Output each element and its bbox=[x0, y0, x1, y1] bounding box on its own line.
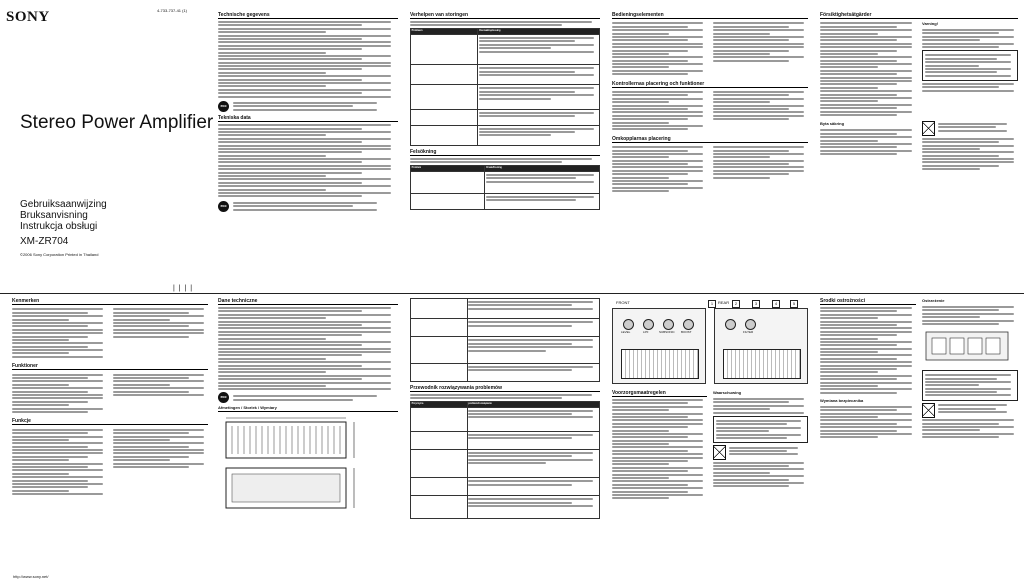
registration-bars: | | | | bbox=[173, 285, 194, 292]
precautions-pl-column bbox=[820, 298, 1018, 574]
section-heading-fuse-sv: Byta säkring bbox=[820, 121, 845, 127]
document-number: 4-733-737-41 (1) bbox=[157, 8, 188, 13]
filter-label: FILTER bbox=[743, 330, 754, 334]
section-heading-controls-sv: Kontrollernas placering och funktioner bbox=[612, 81, 808, 88]
section-heading-warning-nl: Waarschuwing bbox=[713, 390, 742, 395]
specs-text-sv bbox=[218, 124, 398, 197]
troubleshoot-table-sv bbox=[410, 165, 600, 211]
front-heatsink bbox=[621, 349, 699, 379]
language-list bbox=[20, 199, 107, 232]
section-heading-safety-sv: Försiktighetsåtgärder bbox=[820, 12, 1018, 19]
subsonic-knob bbox=[663, 319, 674, 330]
specs-text-nl bbox=[218, 21, 398, 98]
product-title: Stereo Power Amplifier bbox=[20, 112, 214, 133]
section-heading-fuse-pl: Wymiana bezpiecznika bbox=[820, 397, 864, 403]
table-header: Oorzaak/oplossing bbox=[478, 28, 600, 34]
language-pl: Instrukcja obsługi bbox=[20, 221, 98, 232]
diagram-column bbox=[612, 298, 808, 574]
features-column bbox=[12, 298, 208, 570]
callout-number: 1 bbox=[708, 300, 716, 308]
troubleshoot-pl-column bbox=[410, 298, 600, 574]
section-heading-controls-nl: Bedieningselementen bbox=[612, 12, 808, 19]
section-heading-troubleshoot-nl: Verhelpen van storingen bbox=[410, 12, 600, 19]
table-header: Probleem bbox=[411, 28, 478, 34]
eco-icon: eco bbox=[218, 392, 229, 403]
table-header: problem/rozwiązanie bbox=[467, 401, 599, 407]
section-heading-troubleshoot-pl: Przewodnik rozwiązywania problemów bbox=[410, 385, 600, 392]
rear-panel-diagram bbox=[714, 300, 808, 384]
subsonic-label: SUBSONIC bbox=[659, 330, 675, 334]
rear-filter-knob bbox=[745, 319, 756, 330]
troubleshoot-column bbox=[410, 12, 600, 290]
recycle-bin-icon bbox=[922, 121, 935, 136]
section-heading-warning-sv: Varning! bbox=[922, 21, 939, 26]
section-heading-specs-sv: Tekniska data bbox=[218, 115, 398, 122]
section-heading-features-nl: Kenmerken bbox=[12, 298, 208, 305]
troubleshoot-table-pl bbox=[410, 401, 600, 519]
specs-column bbox=[218, 12, 398, 290]
table-header: Przyczyna bbox=[411, 401, 468, 407]
front-label: FRONT bbox=[616, 300, 630, 305]
recycle-bin-icon bbox=[922, 403, 935, 418]
disposal-note-box bbox=[922, 50, 1018, 81]
eco-notice-sv bbox=[218, 200, 398, 212]
fold-line bbox=[0, 293, 1024, 294]
lpf-knob bbox=[643, 319, 654, 330]
section-heading-specs-nl: Technische gegevens bbox=[218, 12, 398, 19]
eco-notice-nl bbox=[218, 101, 398, 113]
callout-number: 2 bbox=[732, 300, 740, 308]
sony-url[interactable]: http://www.sony.net/ bbox=[13, 574, 49, 579]
troubleshoot-table-nl bbox=[410, 28, 600, 146]
section-heading-features-sv: Funktioner bbox=[12, 363, 208, 370]
model-number: XM-ZR704 bbox=[20, 236, 69, 247]
section-heading-warning-pl: Ostrzeżenie bbox=[922, 298, 945, 303]
eco-icon: eco bbox=[218, 101, 229, 112]
recycle-bin-icon bbox=[713, 445, 726, 460]
section-heading-safety-pl: Środki ostrożności bbox=[820, 298, 916, 305]
copyright: ©2006 Sony Corporation Printed in Thailand bbox=[20, 252, 99, 257]
table-header: Problem bbox=[411, 165, 485, 171]
callout-number: 3 bbox=[752, 300, 760, 308]
level-knob bbox=[623, 319, 634, 330]
section-heading-specs-pl: Dane techniczne bbox=[218, 298, 398, 305]
section-heading-troubleshoot-sv: Felsökning bbox=[410, 149, 600, 156]
sony-logo: SONY bbox=[6, 9, 50, 25]
controls-column bbox=[612, 12, 808, 290]
language-sv: Bruksanvisning bbox=[20, 210, 88, 221]
rear-label: REAR bbox=[718, 300, 730, 305]
level-label: LEVEL bbox=[621, 330, 631, 334]
front-panel-diagram bbox=[612, 300, 706, 384]
rear-heatsink bbox=[723, 349, 801, 379]
amplifier-diagram bbox=[612, 298, 808, 390]
disposal-note-box bbox=[713, 416, 808, 444]
section-heading-dimensions: Afmetingen / Storlek / Wymiary bbox=[218, 405, 398, 412]
rear-level-knob bbox=[725, 319, 736, 330]
dimensions-drawing bbox=[218, 414, 394, 514]
boost-knob bbox=[683, 319, 694, 330]
section-heading-switch-sv: Omkopplarnas placering bbox=[612, 136, 808, 143]
specs-pl-column bbox=[218, 298, 398, 574]
table-header: Orsak/lösning bbox=[485, 165, 600, 171]
eco-notice-pl bbox=[218, 392, 398, 403]
section-heading-safety-nl: Voorzorgsmaatregelen bbox=[612, 390, 707, 397]
eco-icon: eco bbox=[218, 201, 229, 212]
section-heading-features-pl: Funkcje bbox=[12, 418, 208, 425]
troubleshoot-table-continued bbox=[410, 298, 600, 382]
callout-number: 4 bbox=[772, 300, 780, 308]
callout-number: 5 bbox=[790, 300, 798, 308]
precautions-column-top bbox=[820, 12, 1018, 290]
language-nl: Gebruiksaanwijzing bbox=[20, 199, 107, 210]
disposal-note-box bbox=[922, 370, 1018, 401]
boost-label: BOOST bbox=[681, 330, 692, 334]
fuse-diagram bbox=[922, 326, 1012, 366]
lpf-label: LPF bbox=[643, 330, 649, 334]
